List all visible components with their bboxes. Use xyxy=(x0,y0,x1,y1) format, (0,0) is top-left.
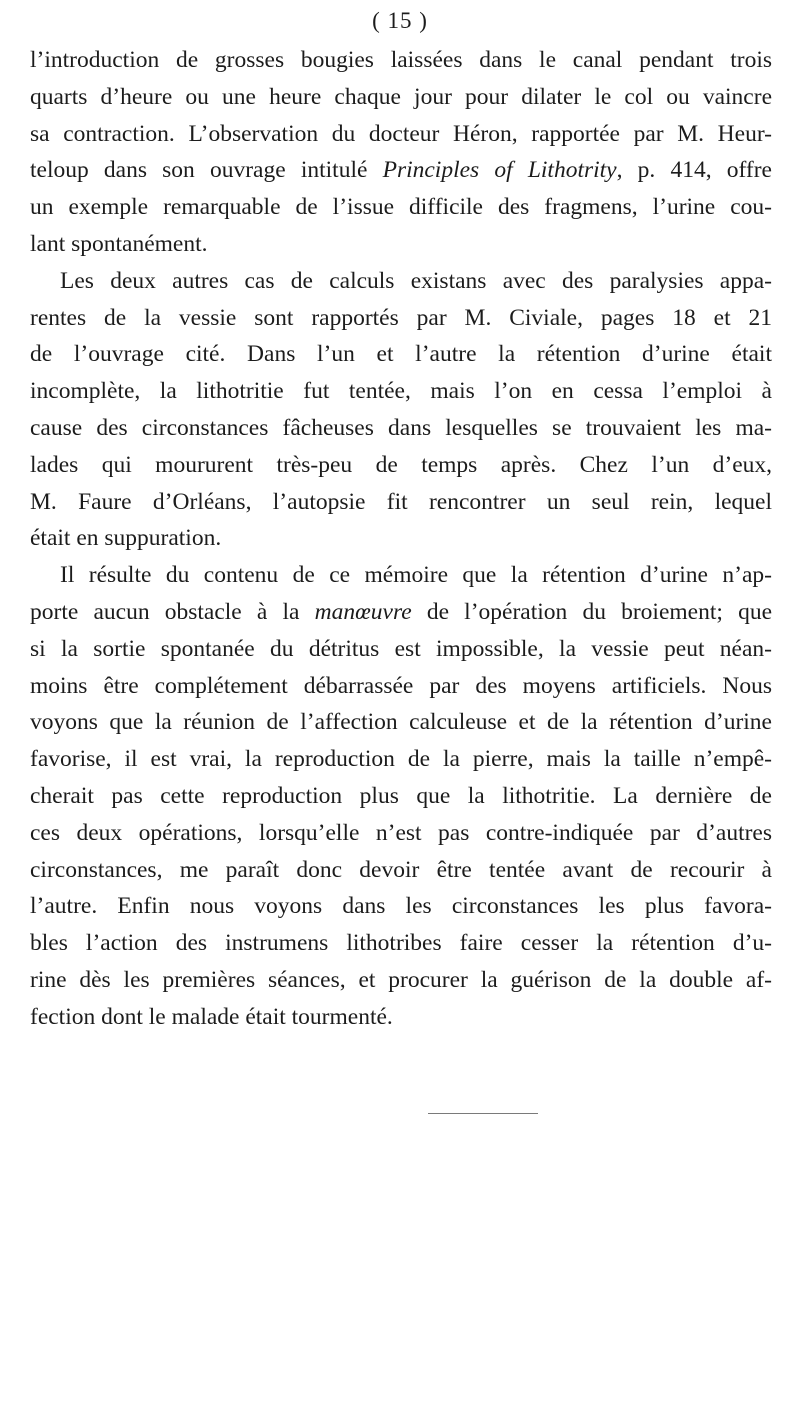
text-line: favorise, il est vrai, la reproduction de la pierre, mais la taille n’empê- xyxy=(30,746,772,773)
text-line: un exemple remarquable de l’issue difficile des fragmens, l’urine cou- xyxy=(30,194,772,221)
text-line: cause des circonstances fâcheuses dans lesquelles se trouvaient les ma- xyxy=(30,414,772,441)
text-line: Il résulte du contenu de ce mémoire que la rétention d’urine n’ap- xyxy=(60,562,772,589)
text-line: cherait pas cette reproduction plus que la lithotritie. La dernière de xyxy=(30,782,772,809)
text-line: l’autre. Enfin nous voyons dans les circonstances les plus favora- xyxy=(30,893,772,920)
text-line: sa contraction. L’observation du docteur Héron, rapportée par M. Heur- xyxy=(30,120,772,147)
text-line: voyons que la réunion de l’affection calculeuse et de la rétention d’urine xyxy=(30,709,772,736)
text-line: ces deux opérations, lorsqu’elle n’est pas contre-indiquée par d’autres xyxy=(30,819,772,846)
text-line: si la sortie spontanée du détritus est impossible, la vessie peut néan- xyxy=(30,635,772,662)
text-line: fection dont le malade était tourmenté. xyxy=(30,1003,393,1030)
text-line: l’introduction de grosses bougies laissées dans le canal pendant trois xyxy=(30,47,772,73)
end-rule xyxy=(428,1113,538,1114)
text-line: quarts d’heure ou une heure chaque jour pour dilater le col ou vaincre xyxy=(30,83,772,110)
text-line: rine dès les premières séances, et procurer la guérison de la double af- xyxy=(30,966,772,993)
text-line: Les deux autres cas de calculs existans avec des paralysies appa- xyxy=(60,267,772,294)
text-line: moins être complétement débarrassée par des moyens artificiels. Nous xyxy=(30,672,772,699)
text-line: teloup dans son ouvrage intitulé Principles of Lithotrity, p. 414, offre xyxy=(30,157,772,184)
italic-title: Principles of Lithotrity xyxy=(382,157,617,184)
text-line: de l’ouvrage cité. Dans l’un et l’autre la rétention d’urine était xyxy=(30,341,772,368)
text-line: M. Faure d’Orléans, l’autopsie fit rencontrer un seul rein, lequel xyxy=(30,488,772,515)
page-number: ( 15 ) xyxy=(372,8,428,33)
text-line: lant spontanément. xyxy=(30,230,208,257)
body-text xyxy=(30,42,772,1036)
text-line: était en suppuration. xyxy=(30,525,222,552)
text-line: porte aucun obstacle à la manœuvre de l’opération du broiement; que xyxy=(30,598,773,625)
text-line: rentes de la vessie sont rapportés par M. Civiale, pages 18 et 21 xyxy=(30,304,772,331)
text-line: lades qui moururent très-peu de temps après. Chez l’un d’eux, xyxy=(30,451,772,478)
text-line: incomplète, la lithotritie fut tentée, mais l’on en cessa l’emploi à xyxy=(30,378,772,405)
italic-title: manœuvre xyxy=(314,598,412,625)
text-line: circonstances, me paraît donc devoir être tentée avant de recourir à xyxy=(30,856,772,883)
text-line: bles l’action des instrumens lithotribes faire cesser la rétention d’u- xyxy=(30,930,772,957)
